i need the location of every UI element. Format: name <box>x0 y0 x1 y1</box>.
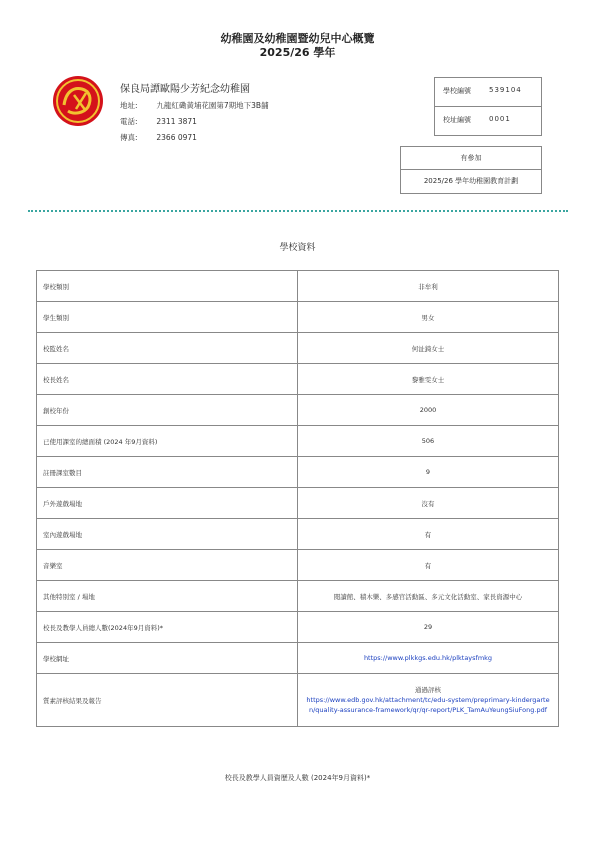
address-label: 地址: <box>120 101 138 110</box>
row-value: 何沚錡女士 <box>298 333 559 364</box>
row-label: 已使用課室的總面積 (2024 年9月資料) <box>37 426 298 457</box>
document-title: 幼稚園及幼稚園暨幼兒中心概覽 <box>220 32 375 45</box>
row-value: 506 <box>298 426 559 457</box>
table-row <box>37 271 559 302</box>
section-title: 學校資料 <box>279 243 316 253</box>
table-row <box>37 395 559 426</box>
row-value: 2000 <box>298 395 559 426</box>
school-website-link[interactable]: https://www.plkkgs.edu.hk/plktaysfmkg <box>298 643 559 674</box>
row-label: 校監姓名 <box>37 333 298 364</box>
row-value: 有 <box>298 519 559 550</box>
table-row <box>37 302 559 333</box>
table-row <box>37 488 559 519</box>
row-label: 學生類別 <box>37 302 298 333</box>
row-value: 男女 <box>298 302 559 333</box>
school-name: 保良局譚歐陽少芳紀念幼稚園 <box>120 84 250 95</box>
row-value: 黎雅雯女士 <box>298 364 559 395</box>
site-number-value: 0001 <box>489 115 511 123</box>
address-row <box>120 100 269 111</box>
row-label: 學校類別 <box>37 271 298 302</box>
fax-value: 2366 0971 <box>156 133 197 142</box>
qa-cell <box>298 674 559 727</box>
row-label: 校長姓名 <box>37 364 298 395</box>
section-divider <box>28 210 568 212</box>
row-label: 音樂室 <box>37 550 298 581</box>
school-number-value: 539104 <box>489 86 522 94</box>
qa-status: 通過評核 <box>415 686 441 694</box>
table-row <box>37 457 559 488</box>
school-number-label: 學校編號 <box>443 87 471 95</box>
table-row <box>37 581 559 612</box>
table-row <box>37 674 559 727</box>
table-row <box>37 519 559 550</box>
participation-box <box>400 146 542 194</box>
row-value: 沒有 <box>298 488 559 519</box>
participation-scheme: 2025/26 學年幼稚園教育計劃 <box>423 177 519 185</box>
phone-value: 2311 3871 <box>156 117 197 126</box>
phone-label: 電話: <box>120 117 138 126</box>
row-label: 其他特別室 / 場地 <box>37 581 298 612</box>
row-label: 室內遊戲場地 <box>37 519 298 550</box>
qa-report-link[interactable]: https://www.edb.gov.hk/attachment/tc/edu-system/preprimary-kindergarten/quality-assurance-framework/qr/qr-report/PLK_TamAuYeungSiuFong.pdf <box>306 696 550 714</box>
address-value: 九龍紅磡黃埔花園第7期地下3B舖 <box>156 101 269 110</box>
phone-row <box>120 116 197 127</box>
school-crest-logo <box>52 75 104 127</box>
table-row <box>37 426 559 457</box>
table-row <box>37 612 559 643</box>
row-value: 29 <box>298 612 559 643</box>
table-row <box>37 364 559 395</box>
school-number-box <box>434 77 542 107</box>
table-row <box>37 643 559 674</box>
footer-note: 校長及教學人員資歷及人數 (2024年9月資料)* <box>224 774 371 782</box>
row-value: 閱讀館、積木樂、多感官活動區、多元文化活動室、家長資源中心 <box>298 581 559 612</box>
row-label: 校長及教學人員總人數(2024年9月資料)* <box>37 612 298 643</box>
row-label: 註冊課室數目 <box>37 457 298 488</box>
table-row <box>37 550 559 581</box>
participation-title: 有參加 <box>401 147 541 170</box>
row-label: 戶外遊戲場地 <box>37 488 298 519</box>
row-value: 非牟利 <box>298 271 559 302</box>
row-label: 創校年份 <box>37 395 298 426</box>
fax-row <box>120 132 197 143</box>
row-value: 9 <box>298 457 559 488</box>
row-label: 質素評核結果及報告 <box>37 674 298 727</box>
school-year: 2025/26 學年 <box>259 46 336 59</box>
site-number-box <box>434 106 542 136</box>
row-label: 學校網址 <box>37 643 298 674</box>
site-number-label: 校址編號 <box>443 116 471 124</box>
school-info-table <box>36 270 559 727</box>
fax-label: 傳真: <box>120 133 138 142</box>
table-row <box>37 333 559 364</box>
row-value: 有 <box>298 550 559 581</box>
